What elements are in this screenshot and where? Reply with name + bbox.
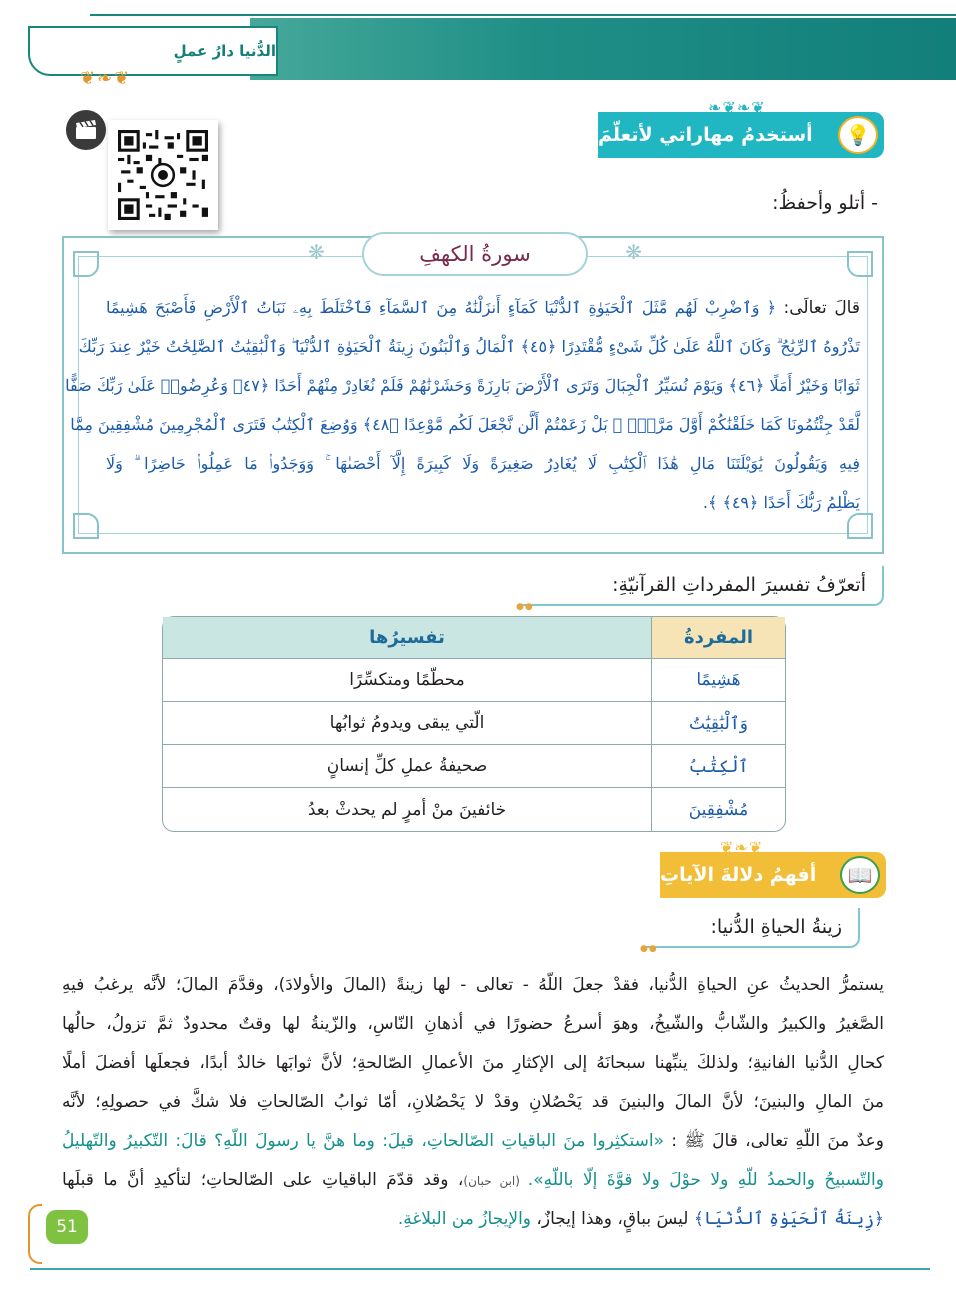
recite-label: - أتلو وأحفظُ: xyxy=(772,192,878,214)
text-run: منَ المالِ والبنينَ؛ لأنَّ المالَ والبنينَ قد يَحْصُلانِ وقدْ لا يَحْصُلانِ، أمّا ثوابُ الصّالحاتِ فلا شكَّ في حصولِهِ؛ لأنَّه xyxy=(62,1092,884,1112)
verse-line: يَظْلِمُ رَبُّكَ أَحَدًا ﴿٤٩﴾ ﴾. xyxy=(702,493,860,512)
topic-heading-box xyxy=(640,908,860,954)
explanation-paragraph xyxy=(62,966,884,1239)
vocab-heading-box xyxy=(516,566,884,612)
dots-ornament-icon: ●● xyxy=(640,944,658,954)
footer-line xyxy=(30,1268,930,1270)
page-number: 51 xyxy=(46,1210,88,1244)
text-run: يستمرُّ الحديثُ عنِ الحياةِ الدُّنيا، فقدْ جعلَ اللّهُ - تعالى - لها زينةً (المالَ والأولادَ)، وقدَّمَ المالَ؛ لأنَّه يرغبُ فيهِ xyxy=(62,975,884,995)
col-header-word: المفردةُ xyxy=(651,617,785,659)
verse-line: لَّقَدْ جِئْتُمُونَا كَمَا خَلَقْنَٰكُمْ أَوَّلَ مَرَّةٍۭ ۚ بَلْ زَعَمْتُمْ أَلَّن نَّجْعَلَ لَكُم مَّوْعِدًا ﴿٤٨﴾ وَوُضِعَ ٱلْكِتَٰبُ فَتَرَى ٱلْمُجْرِمِينَ مُشْفِقِينَ مِمَّا xyxy=(70,415,860,434)
frame-corner-ornament-icon xyxy=(73,251,99,277)
text-run: الصَّغيرُ والكبيرُ والشّابُّ والشّيخُ، وهوَ أسرعُ حضورًا في أذهانِ النّاسِ، والزّينةُ لها وقتٌ محدودٌ ثمَّ تزولُ، حالُها xyxy=(62,1014,884,1034)
col-header-meaning: تفسيرُها xyxy=(163,617,651,659)
paragraph-line xyxy=(62,1044,884,1083)
paragraph-line xyxy=(62,1200,884,1239)
verse-line: فِيهِ وَيَقُولُونَ يَٰوَيْلَتَنَا مَالِ هَٰذَا ٱلْكِتَٰبِ لَا يُغَادِرُ صَغِيرَةً وَلَا كَبِيرَةً إِلَّآ أَحْصَىٰهَا ۚ وَوَجَدُوا۟ مَا عَمِلُوا۟ حَاضِرًا ۗ وَلَا xyxy=(106,454,860,473)
quran-verses xyxy=(65,288,860,522)
floral-ornament-icon: ❋ xyxy=(625,240,642,264)
verse-text: ﴿ وَٱضْرِبْ لَهُم مَّثَلَ ٱلْحَيَوٰةِ ٱلدُّنْيَا كَمَآءٍ أَنزَلْنَٰهُ مِنَ ٱلسَّمَآءِ فَٱخْتَلَطَ بِهِۦ نَبَاتُ ٱلْأَرْضِ فَأَصْبَحَ هَشِيمًا xyxy=(106,298,777,317)
table-header-row xyxy=(163,617,785,659)
verse-line: ثَوَابًا وَخَيْرٌ أَمَلًا ﴿٤٦﴾ وَيَوْمَ نُسَيِّرُ ٱلْجِبَالَ وَتَرَى ٱلْأَرْضَ بَارِزَةً وَحَشَرْنَٰهُمْ فَلَمْ نُغَادِرْ مِنْهُمْ أَحَدًا ﴿٤٧﴾ وَعُرِضُوا۟ عَلَىٰ رَبِّكَ صَفًّا xyxy=(65,376,860,395)
surah-title-box xyxy=(308,232,642,276)
lightbulb-icon: 💡 xyxy=(838,116,878,154)
section-banner-use-skills xyxy=(598,98,884,158)
meaning-cell: محطّمًا ومتكسِّرًا xyxy=(163,659,651,702)
paragraph-line xyxy=(62,966,884,1005)
swirl-ornament-icon: ❦❧❦ xyxy=(720,838,764,857)
topic-heading: زينةُ الحياةِ الدُّنيا: xyxy=(710,916,842,938)
section-title: أفهمُ دلالةَ الآياتِ xyxy=(660,864,817,886)
frame-corner-ornament-icon xyxy=(847,251,873,277)
hadith-quote: والتّسبيحُ والحمدُ للّهِ ولا حوْلَ ولا قوَّةَ إلّا باللّهِ». xyxy=(527,1170,884,1190)
open-book-icon: 📖 xyxy=(840,856,880,894)
paragraph-line xyxy=(62,1005,884,1044)
vocab-table xyxy=(162,616,786,832)
frame-corner-ornament-icon xyxy=(73,513,99,539)
text-run: ليسَ بباقٍ، وهذا إيجازٌ، xyxy=(531,1209,694,1229)
section-title: أستخدمُ مهاراتي لأتعلّمَ xyxy=(598,124,813,146)
surah-title: سورةُ الكهفِ xyxy=(419,242,531,266)
dots-ornament-icon: ●● xyxy=(516,602,534,612)
text-run: وعدٌ منَ اللّهِ تعالى، قالَ ﷺ : xyxy=(663,1131,884,1151)
meaning-cell: خائفينَ منْ أمرٍ لم يحدثْ بعدُ xyxy=(307,799,507,820)
swirl-ornament-icon: ❦❧❦❧ xyxy=(708,98,766,117)
header-band xyxy=(250,18,956,80)
page-bracket-ornament-icon xyxy=(28,1204,42,1264)
text-run: ، وقد قدّمَ الباقياتِ على الصّالحاتِ؛ لتأكيدِ أنَّ ما قبلَها xyxy=(62,1170,464,1190)
text-run: كحالِ الدُّنيا الفانيةِ؛ ولذلكَ ينبِّهنا سبحانَهُ إلى الإكثارِ منَ الأعمالِ الصّالحةِ؛ لأنَّ ثوابَها خالدٌ أبدًا، فجعلَها أفضلَ أملًا xyxy=(62,1053,884,1073)
table-row xyxy=(163,745,785,788)
running-title-box xyxy=(28,26,278,76)
qr-code-image xyxy=(118,130,208,220)
verse-intro: قالَ تعالَى: xyxy=(783,298,860,318)
table-row xyxy=(163,788,785,831)
meaning-cell: الّتي يبقى ويدومُ ثوابُها xyxy=(163,702,651,745)
highlight-text: والإيجازُ من البلاغةِ. xyxy=(397,1209,532,1229)
quran-frame xyxy=(62,236,884,554)
word-cell: هَشِيمًا xyxy=(651,659,785,702)
hadith-reference: (ابن حبان) xyxy=(463,1174,528,1188)
vocab-heading: أتعرّفُ تفسيرَ المفرداتِ القرآنيّةِ: xyxy=(612,574,866,596)
paragraph-line xyxy=(62,1161,884,1200)
ayah-quote: ﴿زِينَةُ ٱلْحَيَوٰةِ ٱلدُّنْيَا﴾ xyxy=(693,1209,884,1229)
section-banner-understand xyxy=(660,838,886,898)
paragraph-line xyxy=(62,1122,884,1161)
floral-ornament-icon: ❋ xyxy=(308,240,325,264)
word-cell: ٱلْكِتَٰبُ xyxy=(651,745,785,788)
hadith-quote: «استكثِروا منَ الباقياتِ الصّالحاتِ، قيلَ: وما هنَّ يا رسولَ اللّهِ؟ قالَ: التّكبيرُ والتّهليلُ xyxy=(62,1131,664,1151)
header-line xyxy=(90,14,956,16)
verse-line: تَذْرُوهُ ٱلرِّيَٰحُ ۗ وَكَانَ ٱللَّهُ عَلَىٰ كُلِّ شَىْءٍ مُّقْتَدِرًا ﴿٤٥﴾ ٱلْمَالُ وَٱلْبَنُونَ زِينَةُ ٱلْحَيَوٰةِ ٱلدُّنْيَا ۖ وَٱلْبَٰقِيَٰتُ ٱلصَّٰلِحَٰتُ خَيْرٌ عِندَ رَبِّكَ xyxy=(78,337,860,356)
paragraph-line xyxy=(62,1083,884,1122)
qr-code[interactable] xyxy=(108,120,218,230)
running-title: الدُّنيا دارُ عملٍ xyxy=(173,42,276,60)
meaning-cell: صحيفةُ عملِ كلِّ إنسانٍ xyxy=(163,745,651,788)
table-row xyxy=(163,702,785,745)
table-row xyxy=(163,659,785,702)
clapperboard-icon[interactable] xyxy=(66,110,106,150)
ornament-swirl-icon: ❦❧❦ xyxy=(80,68,132,89)
word-cell: وَٱلْبَٰقِيَٰتُ xyxy=(651,702,785,745)
verse-line xyxy=(106,288,860,327)
word-cell: مُشْفِقِينَ xyxy=(651,788,785,831)
